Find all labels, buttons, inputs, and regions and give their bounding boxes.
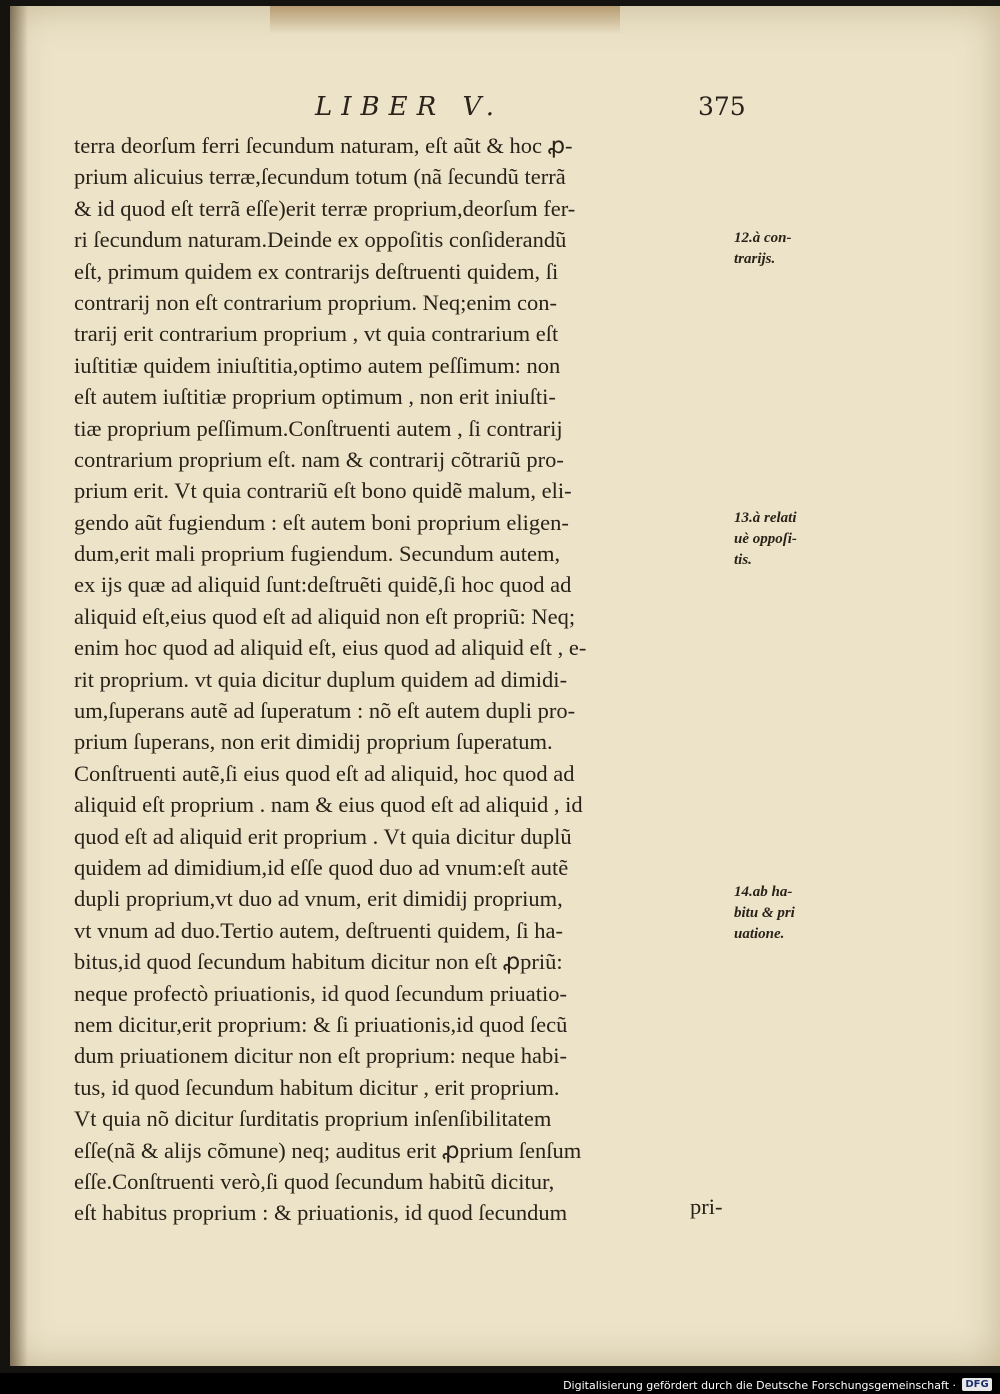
text-line: tiæ proprium peſſimum.Conſtruenti autem , ſi contrarij xyxy=(74,415,563,441)
text-line: prium alicuius terræ,ſecundum totum (nã ſecundũ terrã xyxy=(74,164,566,190)
text-line: & id quod eſt terrã eſſe)erit terræ proprium,deorſum fer- xyxy=(74,195,576,221)
text-line: dum priuationem dicitur non eſt proprium: neque habi- xyxy=(74,1043,568,1069)
text-line: dum,erit mali proprium fugiendum. Secundum autem, xyxy=(74,541,561,567)
marginal-note xyxy=(734,508,854,571)
marginal-note xyxy=(734,882,854,945)
text-line: rit proprium. vt quia dicitur duplum quidem ad dimidi- xyxy=(74,666,568,692)
running-head: LIBER V. xyxy=(315,92,503,122)
paper-stain xyxy=(270,6,620,34)
funding-credit: Digitalisierung gefördert durch die Deutsche Forschungsgemeinschaft · xyxy=(563,1379,956,1392)
marginal-note-line: uè oppoſi- xyxy=(734,531,797,547)
body-text xyxy=(74,130,754,1229)
text-line: nem dicitur,erit proprium: & ſi priuationis,id quod ſecũ xyxy=(74,1011,568,1037)
text-line: ri ſecundum naturam.Deinde ex oppoſitis conſiderandũ xyxy=(74,227,567,253)
text-line: Conſtruenti autẽ,ſi eius quod eſt ad aliquid, hoc quod ad xyxy=(74,760,575,786)
binding-shadow xyxy=(10,6,28,1366)
text-line: eſt habitus proprium : & priuationis, id quod ſecundum xyxy=(74,1200,568,1226)
text-line: bitus,id quod ſecundum habitum dicitur non eſt ꝓpriũ: xyxy=(74,949,563,975)
text-line: aliquid eſt proprium . nam & eius quod eſt ad aliquid , id xyxy=(74,792,583,818)
marginal-note-line: bitu & pri xyxy=(734,905,795,921)
text-line: quod eſt ad aliquid erit proprium . Vt quia dicitur duplũ xyxy=(74,823,572,849)
text-line: eſt autem iuſtitiæ proprium optimum , non erit iniuſti- xyxy=(74,384,556,410)
marginal-note-line: tis. xyxy=(734,552,752,568)
text-line: iuſtitiæ quidem iniuſtitia,optimo autem peſſimum: non xyxy=(74,352,561,378)
text-line: prium ſuperans, non erit dimidij proprium ſuperatum. xyxy=(74,729,553,755)
marginal-note-line: 13.à relati xyxy=(734,510,797,526)
text-line: Vt quia nõ dicitur ſurditatis proprium inſenſibilitatem xyxy=(74,1106,552,1132)
dfg-logo: DFG xyxy=(962,1378,992,1391)
page-number: 375 xyxy=(698,92,746,121)
text-line: dupli proprium,vt duo ad vnum, erit dimidij proprium, xyxy=(74,886,563,912)
marginal-note-line: trarijs. xyxy=(734,251,776,267)
text-line: tus, id quod ſecundum habitum dicitur , erit proprium. xyxy=(74,1074,560,1100)
text-line: neque profectò priuationis, id quod ſecundum priuatio- xyxy=(74,980,568,1006)
text-line: ex ijs quæ ad aliquid ſunt:deſtruẽti quidẽ,ſi hoc quod ad xyxy=(74,572,572,598)
text-line: trarij erit contrarium proprium , vt quia contrarium eſt xyxy=(74,321,559,347)
text-line: contrarium proprium eſt. nam & contrarij cõtrariũ pro- xyxy=(74,446,564,472)
marginal-note-line: uatione. xyxy=(734,926,785,942)
text-line: contrarij non eſt contrarium proprium. Neq;enim con- xyxy=(74,289,557,315)
text-line: aliquid eſt,eius quod eſt ad aliquid non eſt propriũ: Neq; xyxy=(74,603,576,629)
text-line: prium erit. Vt quia contrariũ eſt bono quidẽ malum, eli- xyxy=(74,478,572,504)
text-line: vt vnum ad duo.Tertio autem, deſtruenti quidem, ſi ha- xyxy=(74,917,563,943)
text-line: quidem ad dimidium,id eſſe quod duo ad vnum:eſt autẽ xyxy=(74,854,569,880)
catchword: pri- xyxy=(690,1194,723,1219)
text-line: um,ſuperans autẽ ad ſuperatum : nõ eſt autem dupli pro- xyxy=(74,698,576,724)
marginal-note-line: 14.ab ha- xyxy=(734,884,793,900)
marginal-note-line: 12.à con- xyxy=(734,230,792,246)
marginal-note xyxy=(734,228,854,270)
text-line: eſſe.Conſtruenti verò,ſi quod ſecundum habitũ dicitur, xyxy=(74,1168,555,1194)
text-line: eſſe(nã & alijs cõmune) neq; auditus erit ꝓprium ſenſum xyxy=(74,1137,582,1163)
text-line: enim hoc quod ad aliquid eſt, eius quod ad aliquid eſt , e- xyxy=(74,635,587,661)
text-line: terra deorſum ferri ſecundum naturam, eſt aũt & hoc ꝓ- xyxy=(74,133,573,158)
text-line: gendo aũt fugiendum : eſt autem boni proprium eligen- xyxy=(74,509,569,535)
text-line: eſt, primum quidem ex contrarijs deſtruenti quidem, ſi xyxy=(74,258,559,284)
